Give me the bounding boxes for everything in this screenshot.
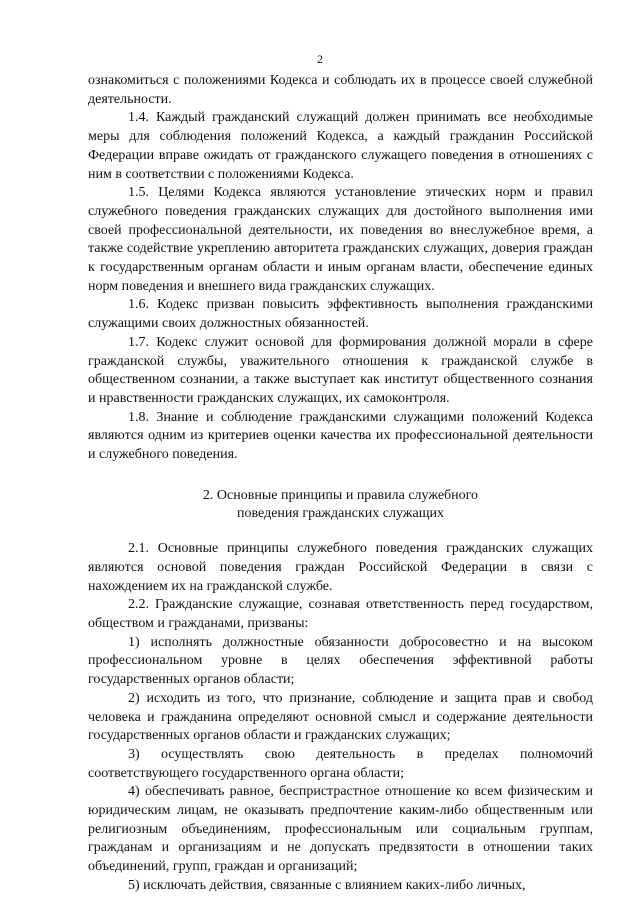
section-heading-line-2: поведения гражданских служащих bbox=[237, 506, 444, 522]
section-heading bbox=[88, 487, 593, 524]
paragraph-1-8: 1.8. Знание и соблюдение гражданскими служащими положений Кодекса являются одним из критериев оценки качества их профессиональной деятельности и служебного поведения. bbox=[88, 409, 593, 463]
page-number: 2 bbox=[317, 52, 323, 66]
list-item-2: 2) исходить из того, что признание, соблюдение и защита прав и свобод человека и гражданина определяют основной смысл и содержание деятельности государственных органов области и гражданских служащих; bbox=[88, 690, 593, 744]
paragraph-1-7: 1.7. Кодекс служит основой для формирования должной морали в сфере гражданской службы, уважительного отношения к гражданской службе в общественном сознании, а также выступает как институт общественного сознания и нравственности гражданских служащих, их самоконтроля. bbox=[88, 334, 593, 406]
paragraph-2-1: 2.1. Основные принципы служебного поведения гражданских служащих являются основой поведения граждан Российской Федерации в связи с нахождением их на гражданской службе. bbox=[88, 541, 593, 594]
paragraph-continuation: ознакомиться с положениями Кодекса и соблюдать их в процессе своей служебной деятельности. bbox=[88, 73, 593, 107]
paragraph-2-2: 2.2. Гражданские служащие, сознавая ответственность перед государством, обществом и гражданами, призваны: bbox=[88, 597, 593, 631]
list-item-1: 1) исполнять должностные обязанности добросовестно и на высоком профессиональном уровне в целях обеспечения эффективной работы государственных органов области; bbox=[88, 634, 593, 688]
list-item-5: 5) исключать действия, связанные с влиянием каких-либо личных, bbox=[128, 877, 526, 893]
list-item-3: 3) осуществлять свою деятельность в пределах полномочий соответствующего государственного органа области; bbox=[88, 746, 593, 781]
paragraph-1-4: 1.4. Каждый гражданский служащий должен принимать все необходимые меры для соблюдения положений Кодекса, а каждый гражданин Российской Федерации вправе ожидать от гражданского служащего поведения в отношениях с ним в соответствии с положениями Кодекса. bbox=[88, 110, 593, 182]
document-body bbox=[88, 72, 593, 896]
paragraph-1-5: 1.5. Целями Кодекса являются установление этических норм и правил служебного поведения гражданских служащих для достойного выполнения ими своей профессиональной деятельности, их поведения во внеслужебное время, а также содействие укреплению авторитета гражданских служащих, доверия граждан к государственным органам области и иным органам власти, обеспечение единых норм поведения и внешнего вида гражданских служащих. bbox=[88, 185, 593, 294]
list-item-4: 4) обеспечивать равное, беспристрастное отношение ко всем физическим и юридическим лицам, не оказывать предпочтение каким-либо общественным или религиозным объединениям, профессиональным или социальным группам, гражданам и организациям и не допускать предвзятости в отношении таких объединений, групп, граждан и организаций; bbox=[88, 784, 593, 875]
section-heading-line-1: 2. Основные принципы и правила служебного bbox=[202, 487, 479, 503]
paragraph-1-6: 1.6. Кодекс призван повысить эффективность выполнения гражданскими служащими своих должностных обязанностей. bbox=[88, 297, 593, 332]
